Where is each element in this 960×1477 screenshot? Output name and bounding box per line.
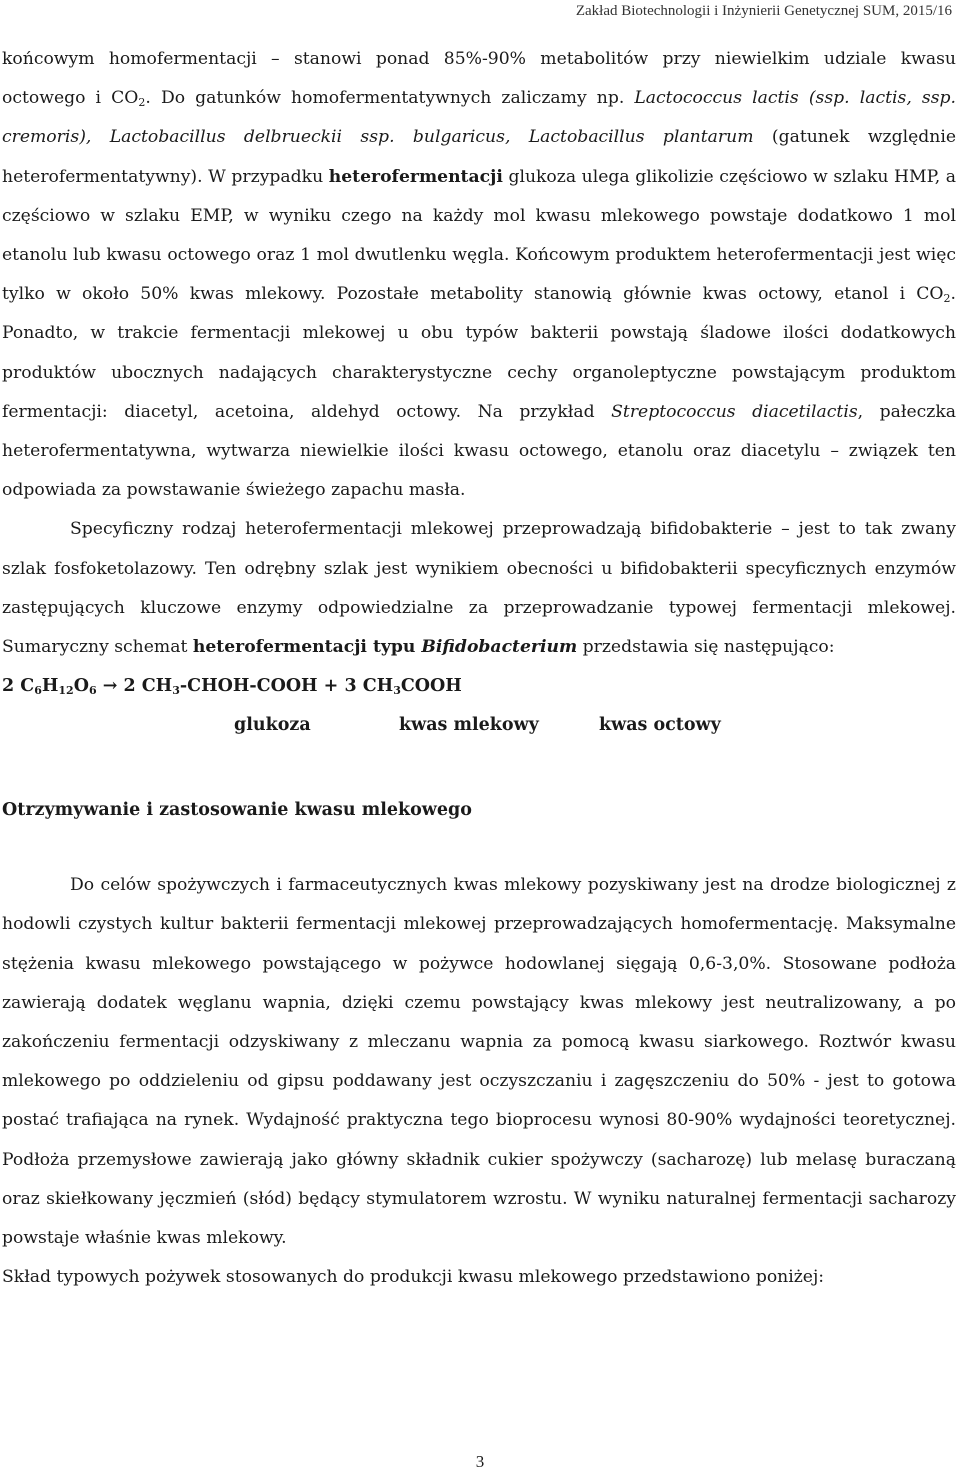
paragraph-media-intro: Skład typowych pożywek stosowanych do produkcji kwasu mlekowego przedstawiono poniżej: [2,1267,825,1288]
eq-part: O [73,676,89,697]
eq-part: 2 C [2,676,35,697]
term-heterofermentation: heterofermentacji [328,166,503,187]
text-run: (gatunek względnie heterofermentatywny). W przypadku [2,127,956,187]
eq-part: H [41,676,59,697]
page-number: 3 [475,1452,485,1471]
section-heading: Otrzymywanie i zastosowanie kwasu mlekowego [2,800,472,821]
label-lactic-acid: kwas mlekowy [399,715,539,736]
term-bold: heterofermentacji typu [192,637,422,658]
page-body [2,40,956,1297]
text-run: glukoza ulega glikolizie częściowo w szlaku HMP, a częściowo w szlaku EMP, w wyniku czego na każdy mol kwasu mlekowego powstaje dodatkowo 1 mol etanolu lub kwasu octowego oraz 1 mol dwutlenku węgla. Końcowym produktem heterofermentacji jest więc tylko w około 50% kwas mlekowy. Pozostałe metabolity stanowią głównie kwas octowy, etanol i CO [2,166,956,305]
species-name: Streptococcus diacetilactis [611,401,858,422]
text-run: przedstawia się następująco: [577,637,835,658]
text-run: Specyficzny rodzaj heterofermentacji mlekowej przeprowadzają bifidobakterie – jest to tak zwany szlak fosfoketolazowy. Ten odrębny szlak jest wynikiem obecności u bifidobakterii specyficznych enzymów zastępujących kluczowe enzymy odpowiedzialne za przeprowadzanie typowej fermentacji mlekowej. Sumaryczny schemat [2,519,956,658]
eq-sub: 6 [34,684,42,698]
text-run: . Do gatunków homofermentatywnych zaliczamy np. [145,88,635,109]
running-header: Zakład Biotechnologii i Inżynierii Genetycznej SUM, 2015/16 [575,3,952,19]
eq-sub: 12 [58,684,74,698]
label-acetic-acid: kwas octowy [599,715,721,736]
paragraph-production: Do celów spożywczych i farmaceutycznych kwas mlekowy pozyskiwany jest na drodze biologicznej z hodowli czystych kultur bakterii fermentacji mlekowej przeprowadzających homofermentację. Maksymalne stężenia kwasu mlekowego powstającego w pożywce hodowlanej sięgają 0,6-3,0%. Stosowane podłoża zawierają dodatek węglanu wapnia, dzięki czemu powstający kwas mlekowy jest neutralizowany, a po zakończeniu fermentacji odzyskiwany z mleczanu wapnia za pomocą kwasu siarkowego. Roztwór kwasu mlekowego po oddzieleniu od gipsu poddawany jest oczyszczaniu i zagęszczeniu do 50% - jest to gotowa postać trafiająca na rynek. Wydajność praktyczna tego bioprocesu wynosi 80-90% wydajności teoretycznej. Podłoża przemysłowe zawierają jako główny składnik cukier spożywczy (sacharozę) lub melasę buraczaną oraz skiełkowany jęczmień (słód) będący stymulatorem wzrostu. W wyniku naturalnej fermentacji sacharozy powstaje właśnie kwas mlekowy. [2,875,956,1249]
reaction-equation [2,667,956,706]
genus-name: Bifidobacterium [421,637,578,658]
equation-labels [2,706,956,745]
eq-sub: 3 [172,684,180,698]
label-glucose: glukoza [234,715,311,736]
arrow-icon: → [96,676,124,697]
eq-sub: 3 [393,684,401,698]
text-run: , pałeczka heterofermentatywna, wytwarza niewielkie ilości kwasu octowego, etanolu oraz diacetylu – związek ten odpowiada za powstawanie świeżego zapachu masła. [2,401,956,501]
eq-part: 2 CH [123,676,173,697]
text-run: . Ponadto, w trakcie fermentacji mlekowej u obu typów bakterii powstają śladowe ilości dodatkowych produktów ubocznych nadających charakterystyczne cechy organoleptyczne powstającym produktom fermentacji: diacetyl, acetoina, aldehyd octowy. Na przykład [2,284,956,422]
eq-part: COOH [400,676,462,697]
text-run: końcowym homofermentacji – stanowi ponad 85%-90% metabolitów przy niewielkim udziale kwasu octowego i CO [2,49,956,109]
subscript: 2 [943,292,951,306]
eq-sub: 6 [88,684,97,698]
species-names: Lactococcus lactis (ssp. lactis, ssp. cremoris), Lactobacillus delbrueckii ssp. bulgaricus, Lactobacillus plantarum [2,88,956,148]
paragraph-fermentation-types [2,40,956,510]
paragraph-bifidobacteria [2,510,956,667]
spacer [2,830,956,866]
eq-part: -CHOH-COOH + 3 CH [179,676,394,697]
subscript: 2 [138,96,146,110]
